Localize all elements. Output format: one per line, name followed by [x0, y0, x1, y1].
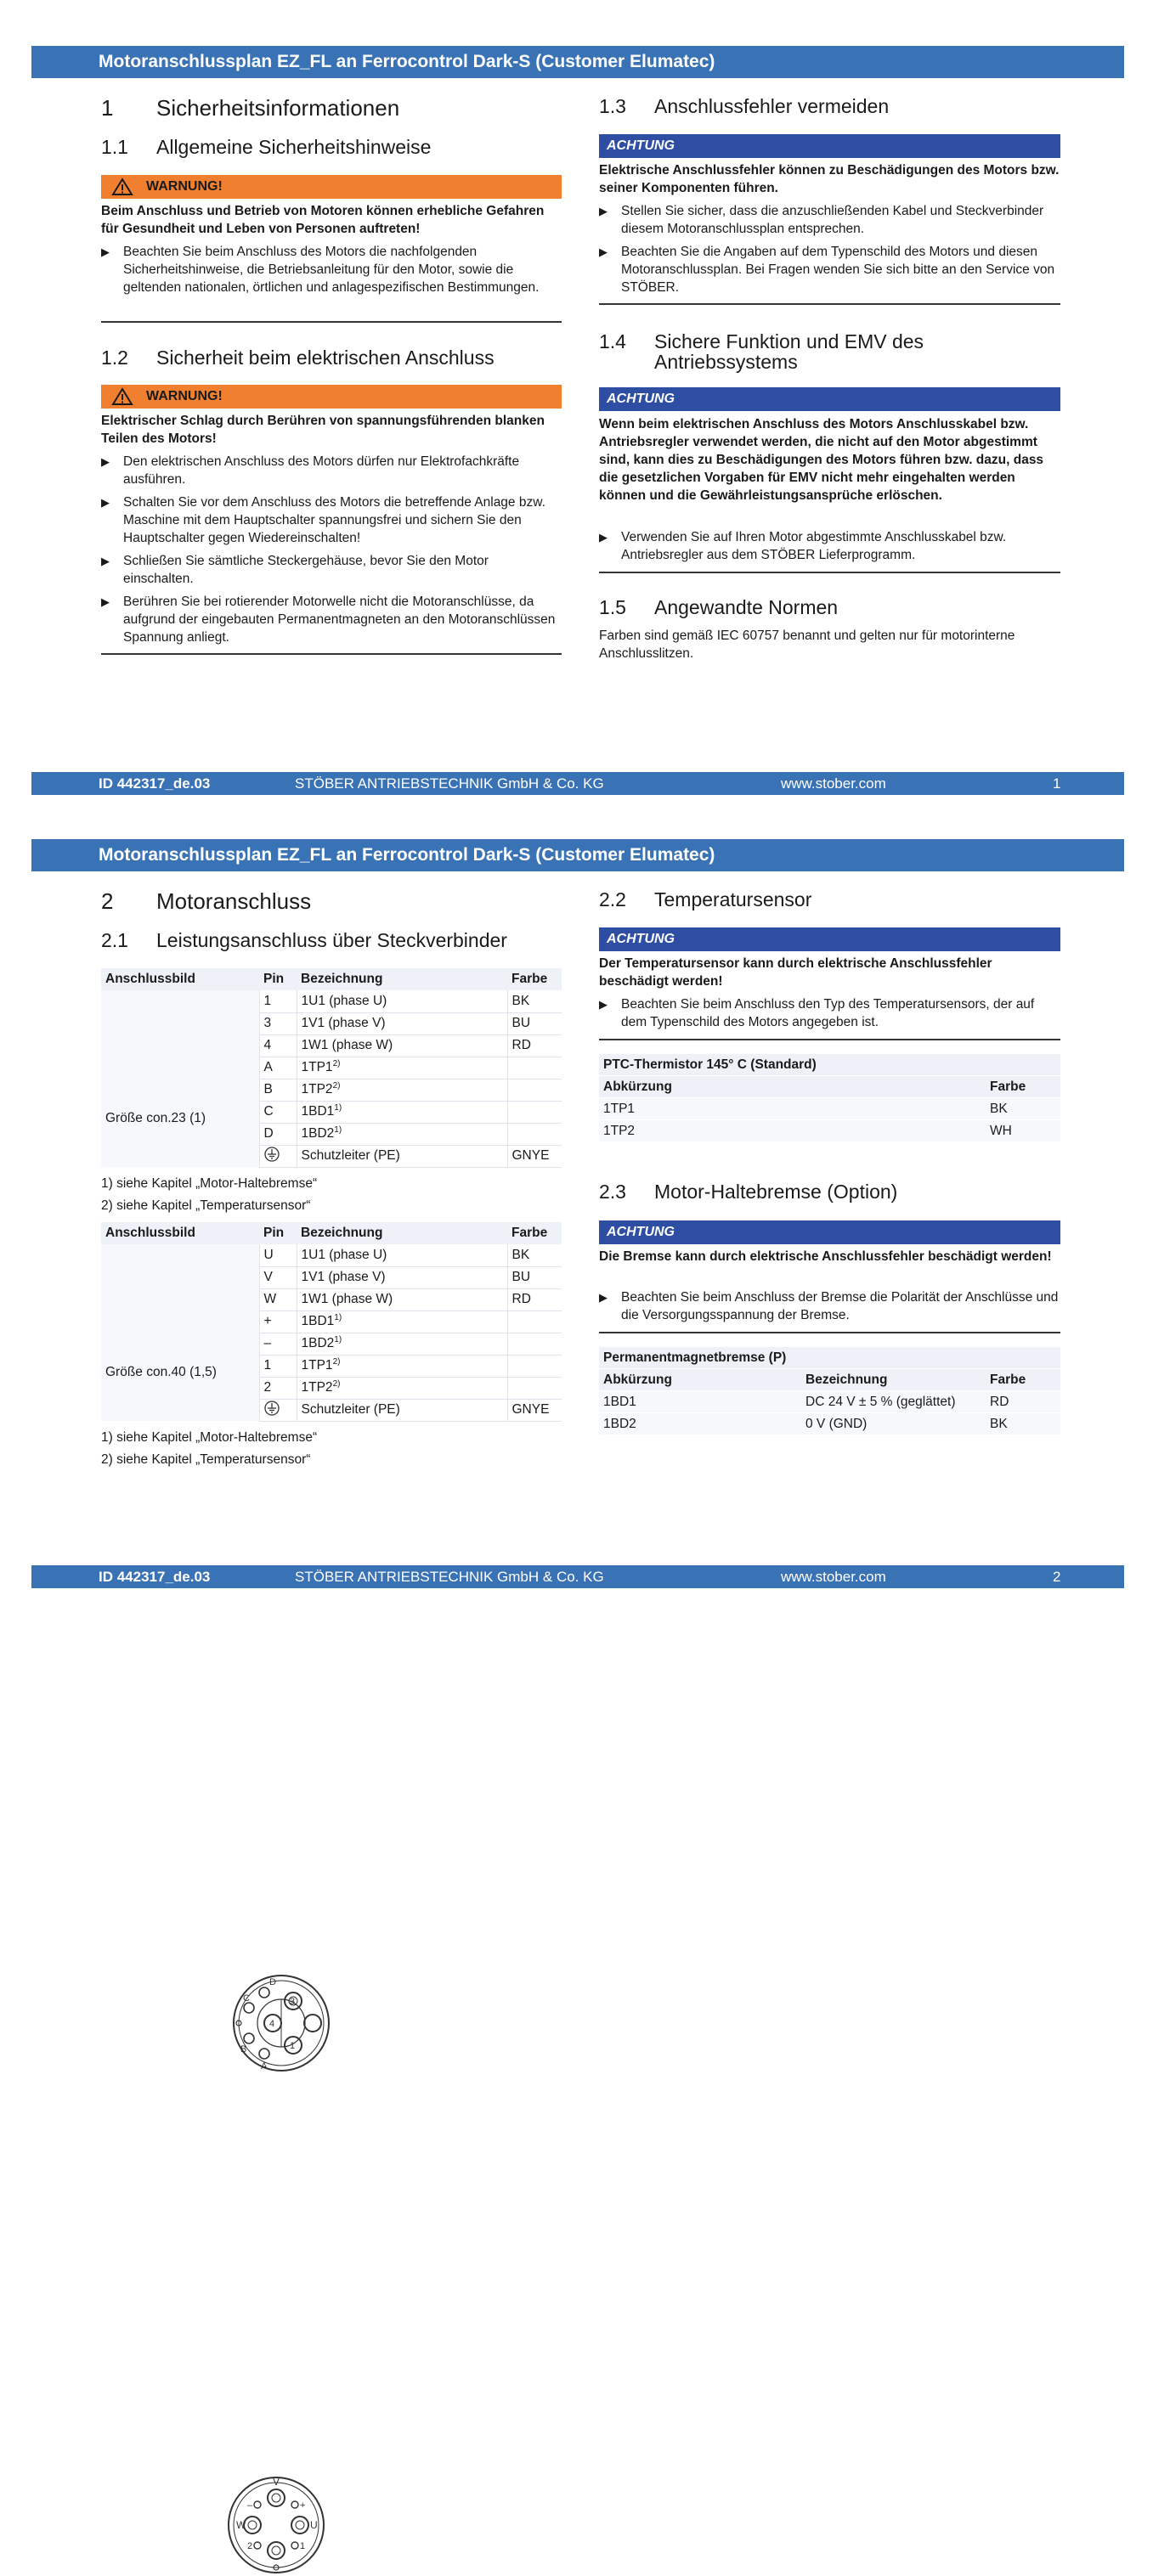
warning-box — [101, 175, 562, 199]
heading-s1: 1 Sicherheitsinformationen — [101, 95, 400, 121]
notice-text: Der Temperatursensor kann durch elektrische Anschlussfehler beschädigt werden! — [599, 956, 992, 989]
bullet-item: ▶ Schalten Sie vor dem Anschluss des Motors die betreffende Anlage bzw. Maschine mit dem Hauptschalter spannungsfrei und sichern Sie den Hauptschalter gegen Wiedereinschalten! — [101, 493, 560, 547]
farbe-cell — [507, 1311, 562, 1333]
divider — [599, 1332, 1060, 1333]
table-row — [101, 990, 562, 1012]
doc-id: ID 442317_de.03 — [99, 775, 211, 792]
pin-cell: V — [259, 1266, 297, 1288]
divider — [101, 321, 562, 323]
farbe-cell: BK — [507, 990, 562, 1012]
col-header: Farbe — [507, 1222, 562, 1244]
heading-s1-4: 1.4 Sichere Funktion und EMV des Antriebssystems — [599, 330, 924, 373]
page-number: 1 — [1053, 775, 1061, 792]
notice-box: ACHTUNG — [599, 134, 1060, 158]
pin-cell: + — [259, 1311, 297, 1333]
pin-label: + — [300, 2500, 306, 2511]
notice-box: ACHTUNG — [599, 387, 1060, 411]
divider — [599, 1039, 1060, 1040]
bullet-item: ▶ Stellen Sie sicher, dass die anzuschließenden Kabel und Steckverbinder diesem Motoranschlussplan entsprechen. — [599, 202, 1062, 238]
farbe-cell — [507, 1057, 562, 1079]
connector-con23-diagram — [230, 1972, 332, 2074]
pin-label: 1 — [300, 2541, 306, 2551]
pin-cell: C — [259, 1101, 297, 1123]
bezeichnung-cell: 1BD1$^{1)}$ — [297, 1101, 507, 1123]
table-title-row: Permanentmagnetbremse (P) — [599, 1347, 1060, 1369]
heading-s2-1: 2.1 Leistungsanschluss über Steckverbinder — [101, 929, 507, 951]
bullet-item: ▶ Beachten Sie die Angaben auf dem Typenschild des Motors und diesen Motoranschlussplan. Bei Fragen wenden Sie sich bitte an den Service von STÖBER. — [599, 243, 1062, 296]
page1-title-bar — [31, 46, 1124, 78]
table-row: 1BD1 DC 24 V ± 5 % (geglättet) RD — [599, 1391, 1060, 1413]
page2-title: Motoranschlussplan EZ_FL an Ferrocontrol Dark-S (Customer Elumatec) — [99, 845, 715, 865]
bezeichnung-cell: 1BD1$^{1)}$ — [297, 1311, 507, 1333]
bullet-item: ▶ Verwenden Sie auf Ihren Motor abgestimmte Anschlusskabel bzw. Antriebsregler aus dem STÖBER Lieferprogramm. — [599, 528, 1062, 564]
bullet-item: ▶ Beachten Sie beim Anschluss der Bremse die Polarität der Anschlüsse und die Versorgungsspannung der Bremse. — [599, 1288, 1062, 1324]
table-row: 1BD2 0 V (GND) BK — [599, 1413, 1060, 1435]
pe-pin-cell — [259, 1145, 297, 1167]
pin-cell: D — [259, 1123, 297, 1145]
divider — [101, 653, 562, 655]
col-header: Bezeichnung — [297, 1222, 507, 1244]
table-row: 1TP1 BK — [599, 1098, 1060, 1120]
farbe-cell — [507, 1377, 562, 1399]
doc-id: ID 442317_de.03 — [99, 1569, 211, 1585]
pin-label: 2 — [247, 2541, 253, 2551]
farbe-cell: RD — [507, 1034, 562, 1057]
pin-label: 4 — [269, 2019, 275, 2029]
divider — [599, 303, 1060, 305]
pe-pin-cell — [259, 1399, 297, 1421]
company: STÖBER ANTRIEBSTECHNIK GmbH & Co. KG — [295, 1569, 604, 1585]
warning-label: WARNUNG! — [146, 389, 223, 403]
col-header: Pin — [259, 968, 297, 990]
bullet-item: ▶ Berühren Sie bei rotierender Motorwelle nicht die Motoranschlüsse, da aufgrund der eingebauten Permanentmagneten an den Motoranschlüssen Spannung anliegt. — [101, 593, 560, 646]
pin-cell: W — [259, 1288, 297, 1311]
website-link[interactable]: www.stober.com — [781, 1569, 886, 1585]
table-row — [101, 1244, 562, 1266]
table-title-row: PTC-Thermistor 145° C (Standard) — [599, 1054, 1060, 1076]
pin-cell: 3 — [259, 1012, 297, 1034]
bezeichnung-cell: 1W1 (phase W) — [297, 1288, 507, 1311]
footnote: 1) siehe Kapitel „Motor-Haltebremse“ — [101, 1176, 318, 1191]
col-header: Farbe — [507, 968, 562, 990]
footnote: 1) siehe Kapitel „Motor-Haltebremse“ — [101, 1430, 318, 1445]
page2-footer — [31, 1565, 1124, 1588]
bezeichnung-cell: 1U1 (phase U) — [297, 990, 507, 1012]
bezeichnung-cell: Schutzleiter (PE) — [297, 1145, 507, 1167]
bullet-item: ▶ Schließen Sie sämtliche Steckergehäuse, bevor Sie den Motor einschalten. — [101, 552, 560, 588]
farbe-cell: BK — [507, 1244, 562, 1266]
warning-triangle-icon — [111, 387, 133, 406]
warning-text: Elektrischer Schlag durch Berühren von spannungsführenden blanken Teilen des Motors! — [101, 414, 545, 446]
table-row: 1TP2 WH — [599, 1120, 1060, 1142]
bezeichnung-cell: 1U1 (phase U) — [297, 1244, 507, 1266]
heading-s1-5: 1.5 Angewandte Normen — [599, 596, 839, 618]
notice-box: ACHTUNG — [599, 1220, 1060, 1244]
farbe-cell — [507, 1101, 562, 1123]
col-header: Anschlussbild — [101, 1222, 259, 1244]
footnote: 2) siehe Kapitel „Temperatursensor“ — [101, 1452, 311, 1467]
pin-cell: B — [259, 1079, 297, 1101]
farbe-cell: RD — [507, 1288, 562, 1311]
farbe-cell: GNYE — [507, 1399, 562, 1421]
bezeichnung-cell: Schutzleiter (PE) — [297, 1399, 507, 1421]
farbe-cell: BU — [507, 1266, 562, 1288]
heading-s2-3: 2.3 Motor-Haltebremse (Option) — [599, 1181, 898, 1203]
bezeichnung-cell: 1TP2$^{2)}$ — [297, 1377, 507, 1399]
paragraph: Farben sind gemäß IEC 60757 benannt und gelten nur für motorinterne Anschlusslitzen. — [599, 628, 1015, 661]
pin-label: W — [236, 2519, 246, 2531]
warning-label: WARNUNG! — [146, 179, 223, 194]
warning-box — [101, 385, 562, 409]
bullet-item: ▶ Beachten Sie beim Anschluss des Motors die nachfolgenden Sicherheitshinweise, die Betriebsanleitung für den Motor, sowie die geltenden nationalen, örtlichen und anlagespezifischen Bestimmungen. — [101, 243, 560, 296]
farbe-cell — [507, 1079, 562, 1101]
bullet-item: ▶ Beachten Sie beim Anschluss den Typ des Temperatursensors, der auf dem Typenschild des Motors angegeben ist. — [599, 995, 1062, 1031]
connector-con40-diagram — [225, 2474, 327, 2576]
farbe-cell — [507, 1355, 562, 1377]
heading-s1-1: 1.1 Allgemeine Sicherheitshinweise — [101, 136, 432, 158]
bezeichnung-cell: 1TP1$^{2)}$ — [297, 1057, 507, 1079]
table-header-row: Abkürzung Bezeichnung Farbe — [599, 1369, 1060, 1391]
connector-size-label: Größe con.23 (1) — [105, 1111, 206, 1125]
notice-text: Elektrische Anschlussfehler können zu Beschädigungen des Motors bzw. seiner Komponenten führen. — [599, 163, 1060, 195]
pin-label: – — [247, 2500, 253, 2511]
col-header: Pin — [259, 1222, 297, 1244]
bezeichnung-cell: 1TP1$^{2)}$ — [297, 1355, 507, 1377]
page2-title-bar — [31, 839, 1124, 871]
pin-cell: 4 — [259, 1034, 297, 1057]
farbe-cell — [507, 1123, 562, 1145]
pin-cell: 1 — [259, 990, 297, 1012]
divider — [599, 572, 1060, 573]
pin-label: D — [269, 1977, 276, 1987]
bezeichnung-cell: 1BD2$^{1)}$ — [297, 1123, 507, 1145]
bullet-item: ▶ Den elektrischen Anschluss des Motors dürfen nur Elektrofachkräfte ausführen. — [101, 453, 560, 488]
table-header-row: Abkürzung Farbe — [599, 1076, 1060, 1098]
heading-s1-3: 1.3 Anschlussfehler vermeiden — [599, 95, 890, 117]
page1-title: Motoranschlussplan EZ_FL an Ferrocontrol Dark-S (Customer Elumatec) — [99, 52, 715, 71]
farbe-cell: GNYE — [507, 1145, 562, 1167]
pin-cell: – — [259, 1333, 297, 1355]
warning-text: Beim Anschluss und Betrieb von Motoren können erhebliche Gefahren für Gesundheit und Leben von Personen auftreten! — [101, 204, 545, 236]
ground-icon — [264, 1147, 280, 1162]
heading-s1-2: 1.2 Sicherheit beim elektrischen Anschluss — [101, 347, 495, 369]
farbe-cell — [507, 1333, 562, 1355]
warning-triangle-icon — [111, 178, 133, 196]
notice-text: Die Bremse kann durch elektrische Anschlussfehler beschädigt werden! — [599, 1249, 1052, 1264]
bezeichnung-cell: 1TP2$^{2)}$ — [297, 1079, 507, 1101]
heading-s2-2: 2.2 Temperatursensor — [599, 888, 812, 910]
pin-label: V — [273, 2476, 280, 2488]
page-number: 2 — [1053, 1569, 1061, 1585]
pin-cell: 2 — [259, 1377, 297, 1399]
website-link[interactable]: www.stober.com — [781, 775, 886, 792]
pin-cell: 1 — [259, 1355, 297, 1377]
col-header: Anschlussbild — [101, 968, 259, 990]
connector-size-label: Größe con.40 (1,5) — [105, 1365, 217, 1379]
company: STÖBER ANTRIEBSTECHNIK GmbH & Co. KG — [295, 775, 604, 792]
pin-label: B — [240, 2044, 247, 2055]
pin-label: 1 — [290, 2041, 296, 2051]
page1-footer — [31, 772, 1124, 795]
farbe-cell: BU — [507, 1012, 562, 1034]
col-header: Bezeichnung — [297, 968, 507, 990]
ptc-table — [599, 1054, 1060, 1142]
footnote: 2) siehe Kapitel „Temperatursensor“ — [101, 1198, 311, 1213]
pin-label: 3 — [290, 1997, 296, 2007]
pin-label: C — [243, 1993, 250, 2004]
bezeichnung-cell: 1V1 (phase V) — [297, 1012, 507, 1034]
pin-label: U — [310, 2519, 318, 2531]
pin-label: A — [261, 2061, 268, 2072]
pin-cell: A — [259, 1057, 297, 1079]
pin-cell: U — [259, 1244, 297, 1266]
notice-box: ACHTUNG — [599, 927, 1060, 951]
heading-s2: 2 Motoranschluss — [101, 888, 312, 914]
ground-icon — [264, 1401, 280, 1416]
notice-text: Wenn beim elektrischen Anschluss des Motors Anschlusskabel bzw. Antriebsregler verwendet werden, die nicht auf den Motor abgestimmt sind, kann dies zu Beschädigungen des Motors führen bzw. dazu, dass die gesetzlichen Vorgaben für EMV nicht mehr eingehalten werden können und die Gewährleistungsansprüche erlöschen. — [599, 417, 1044, 503]
bezeichnung-cell: 1W1 (phase W) — [297, 1034, 507, 1057]
bezeichnung-cell: 1V1 (phase V) — [297, 1266, 507, 1288]
bezeichnung-cell: 1BD2$^{1)}$ — [297, 1333, 507, 1355]
brake-table — [599, 1347, 1060, 1435]
